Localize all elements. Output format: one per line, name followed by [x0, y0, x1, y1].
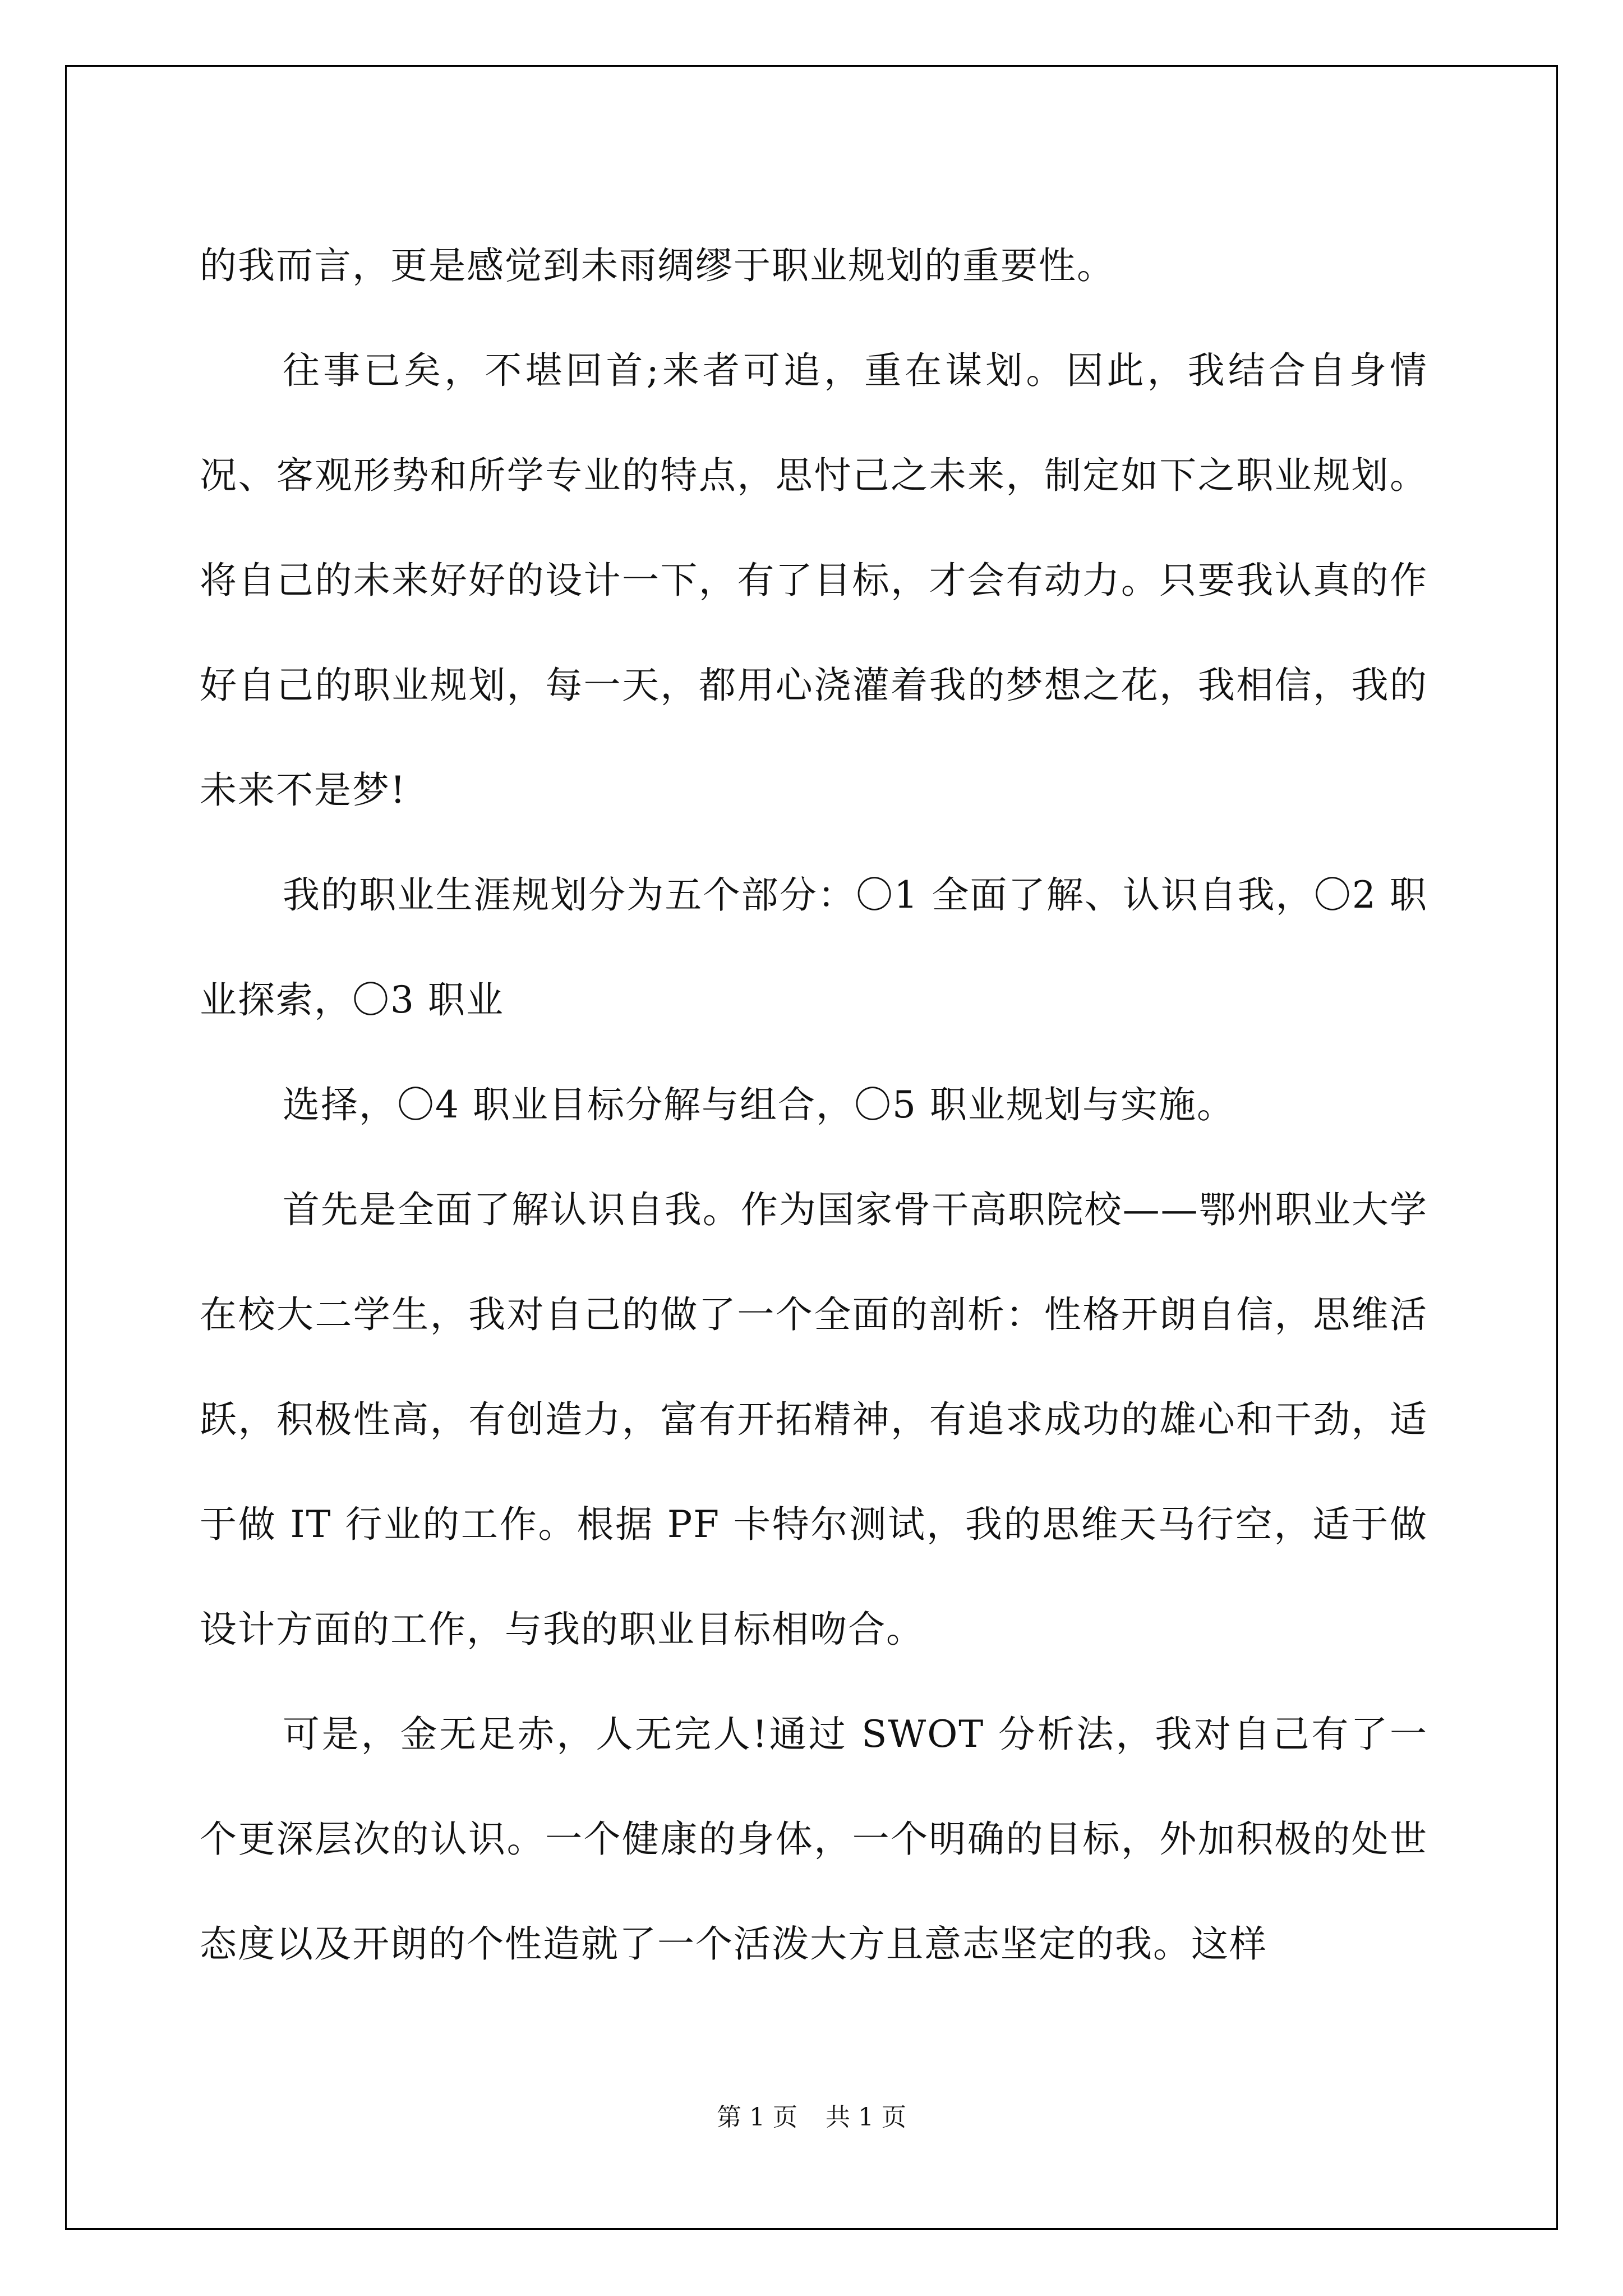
paragraph-1: 的我而言，更是感觉到未雨绸缪于职业规划的重要性。: [200, 244, 1115, 287]
page-number: 第 1 页: [717, 2103, 797, 2132]
paragraph-5: 首先是全面了解认识自我。作为国家骨干高职院校——鄂州职业大学在校大二学生，我对自己的做了一个全面的剖析：性格开朗自信，思维活跃，积极性高，有创造力，富有开拓精神，有追求成功的雄心和干劲，适于做 IT 行业的工作。根据 PF 卡特尔测试，我的思维天马行空，适于做设计方面的工作，与我的职业目标相吻合。: [200, 1188, 1428, 1651]
page-count: 共 1 页: [826, 2103, 906, 2132]
paragraph-2: 往事已矣，不堪回首;来者可追，重在谋划。因此，我结合自身情况、客观形势和所学专业的特点，思忖己之未来，制定如下之职业规划。将自己的未来好好的设计一下，有了目标，才会有动力。只要我认真的作好自己的职业规划，每一天，都用心浇灌着我的梦想之花，我相信，我的未来不是梦!: [200, 349, 1428, 812]
page-footer: [0, 2097, 1623, 2133]
paragraph-3: 我的职业生涯规划分为五个部分：〇1 全面了解、认识自我，〇2 职业探索，〇3 职业: [200, 873, 1428, 1022]
paragraph-4: 选择，〇4 职业目标分解与组合，〇5 职业规划与实施。: [283, 1083, 1235, 1126]
paragraph-6: 可是，金无足赤，人无完人!通过 SWOT 分析法，我对自己有了一个更深层次的认识。一个健康的身体，一个明确的目标，外加积极的处世态度以及开朗的个性造就了一个活泼大方且意志坚定的我。这样: [200, 1713, 1428, 1966]
document-body: [200, 213, 1428, 1996]
